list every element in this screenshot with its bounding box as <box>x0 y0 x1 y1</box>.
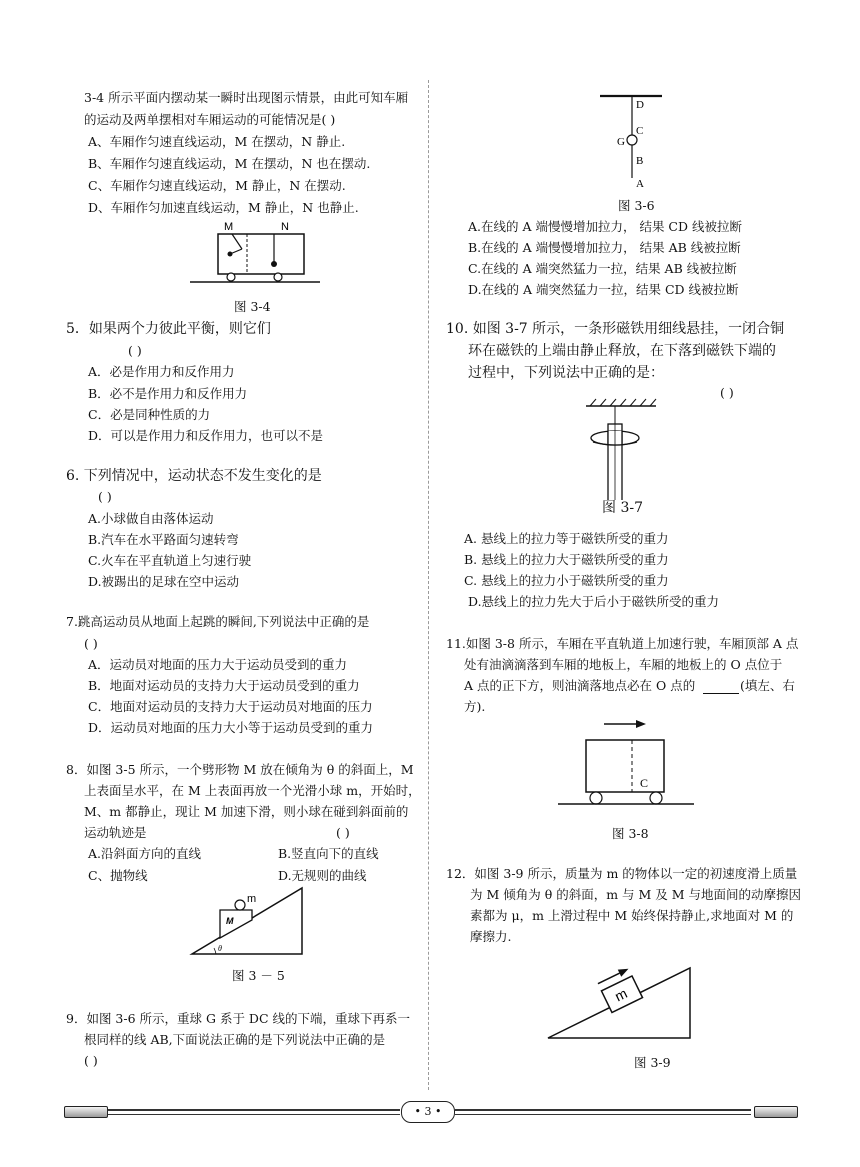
q11-stem-line3a: A 点的正下方，则油滴落地点必在 O 点的 <box>464 678 696 693</box>
footer-rule-left <box>108 1109 400 1111</box>
q6-stem: 6. 下列情况中，运动状态不发生变化的是 <box>66 468 322 484</box>
fig36-label-b: B <box>636 155 644 167</box>
q7-option-d: D．运动员对地面的压力大小等于运动员受到的重力 <box>88 720 374 735</box>
fig39-label-m: m <box>612 984 630 1005</box>
q11-stem-line3b: (填左、右 <box>740 678 795 693</box>
q8-option-d: D.无规则的曲线 <box>278 868 367 883</box>
q5-option-c: C．必是同种性质的力 <box>88 407 211 422</box>
page-number: • 3 • <box>401 1101 455 1123</box>
fig35-label-m: m <box>247 893 257 905</box>
q6-option-c: C.火车在平直轨道上匀速行驶 <box>88 553 252 568</box>
q10-stem-line3: 过程中，下列说法中正确的是： <box>468 365 664 381</box>
q7-option-c: C．地面对运动员的支持力大于运动员对地面的压力 <box>88 699 373 714</box>
fig36-label-d: D <box>636 99 644 111</box>
q8-stem-line1: 8．如图 3-5 所示，一个劈形物 M 放在倾角为 θ 的斜面上，M <box>66 762 414 777</box>
q9-stem-line1: 9．如图 3-6 所示，重球 G 系于 DC 线的下端，重球下再系一 <box>66 1011 410 1026</box>
q10-stem-line2: 环在磁铁的上端由静止释放，在下落到磁铁下端的 <box>468 343 776 359</box>
figure-3-8 <box>556 716 696 812</box>
q4-stem-line1: 3-4 所示平面内摆动某一瞬时出现图示情景，由此可知车厢 <box>84 90 409 105</box>
fig34-label-n: N <box>281 221 289 233</box>
figure-3-7 <box>584 398 664 510</box>
q8-stem-line3: M、m 都静止，现让 M 加速下滑，则小球在碰到斜面前的 <box>84 804 409 819</box>
fig34-label-m: M <box>224 221 234 233</box>
figure-3-5-caption: 图 3 － 5 <box>232 968 285 983</box>
q12-stem-line2: 为 M 倾角为 θ 的斜面，m 与 M 及 M 与地面间的动摩擦因 <box>470 887 802 902</box>
q10-option-b: B. 悬线上的拉力大于磁铁所受的重力 <box>464 552 669 567</box>
fig36-label-g: G <box>617 136 625 148</box>
figure-3-4-caption: 图 3-4 <box>234 299 271 314</box>
q11-answer-blank[interactable] <box>703 678 739 694</box>
q6-answer-paren: ( ) <box>98 489 112 504</box>
q8-stem-line4: 运动轨迹是 <box>84 825 147 840</box>
q5-answer-paren: ( ) <box>128 343 142 358</box>
q9-option-a: A.在线的 A 端慢慢增加拉力， 结果 CD 线被拉断 <box>468 219 742 234</box>
fig35-label-theta: θ <box>218 944 222 953</box>
q9-option-d: D.在线的 A 端突然猛力一拉，结果 CD 线被拉断 <box>468 282 739 297</box>
q7-stem: 7.跳高运动员从地面上起跳的瞬间,下列说法中正确的是 <box>66 614 370 629</box>
q8-stem-line2: 上表面呈水平，在 M 上表面再放一个光滑小球 m，开始时， <box>84 783 421 798</box>
q4-option-a: A、车厢作匀速直线运动，M 在摆动，N 静止. <box>88 134 346 149</box>
figure-3-6 <box>598 90 668 190</box>
q5-option-b: B．必不是作用力和反作用力 <box>88 386 248 401</box>
q7-answer-paren: ( ) <box>84 636 98 651</box>
fig35-label-M: M <box>226 916 234 926</box>
q8-option-a: A.沿斜面方向的直线 <box>88 846 202 861</box>
figure-3-5 <box>190 888 310 958</box>
footer-rule-left-thin <box>108 1114 400 1115</box>
q8-answer-paren: ( ) <box>336 825 350 840</box>
q4-option-b: B、车厢作匀速直线运动，M 在摆动，N 也在摆动. <box>88 156 371 171</box>
q5-option-d: D．可以是作用力和反作用力，也可以不是 <box>88 428 324 443</box>
fig38-label-c: C <box>640 776 649 790</box>
q6-option-a: A.小球做自由落体运动 <box>88 511 214 526</box>
q8-option-b: B.竖直向下的直线 <box>278 846 379 861</box>
q11-stem-line4: 方). <box>464 699 486 714</box>
q10-option-c: C. 悬线上的拉力小于磁铁所受的重力 <box>464 573 669 588</box>
q7-option-a: A．运动员对地面的压力大于运动员受到的重力 <box>88 657 348 672</box>
q12-stem-line4: 摩擦力. <box>470 929 512 944</box>
q6-option-d: D.被踢出的足球在空中运动 <box>88 574 240 589</box>
figure-3-9 <box>544 958 696 1042</box>
q11-stem-line1: 11.如图 3-8 所示，车厢在平直轨道上加速行驶，车厢顶部 A 点 <box>446 636 799 651</box>
figure-3-6-caption: 图 3-6 <box>618 198 655 213</box>
figure-3-4 <box>190 218 320 288</box>
q9-stem-line2: 根同样的线 AB,下面说法正确的是下列说法中正确的是 <box>84 1032 386 1047</box>
q10-answer-paren: ( ) <box>720 385 734 400</box>
footer-rule-right-thin <box>455 1114 751 1115</box>
q12-stem-line3: 素都为 μ，m 上滑过程中 M 始终保持静止,求地面对 M 的 <box>470 908 794 923</box>
figure-3-9-caption: 图 3-9 <box>634 1055 671 1070</box>
footer-left-bar <box>64 1106 108 1118</box>
column-divider <box>428 80 429 1090</box>
fig36-label-a: A <box>636 178 644 190</box>
q4-option-d: D、车厢作匀加速直线运动，M 静止，N 也静止. <box>88 200 359 215</box>
figure-3-7-caption: 图 3-7 <box>602 500 643 516</box>
q10-option-a: A. 悬线上的拉力等于磁铁所受的重力 <box>464 531 669 546</box>
q6-option-b: B.汽车在水平路面匀速转弯 <box>88 532 239 547</box>
q12-stem-line1: 12．如图 3-9 所示，质量为 m 的物体以一定的初速度滑上质量 <box>446 866 798 881</box>
footer-right-bar <box>754 1106 798 1118</box>
q4-option-c: C、车厢作匀速直线运动，M 静止，N 在摆动. <box>88 178 346 193</box>
q5-stem: 5．如果两个力彼此平衡，则它们 <box>66 321 271 337</box>
q11-stem-line2: 处有油滴滴落到车厢的地板上，车厢的地板上的 O 点位于 <box>464 657 783 672</box>
q9-option-b: B.在线的 A 端慢慢增加拉力， 结果 AB 线被拉断 <box>468 240 741 255</box>
footer-rule-right <box>455 1109 751 1111</box>
figure-3-8-caption: 图 3-8 <box>612 826 649 841</box>
q9-answer-paren: ( ) <box>84 1053 98 1068</box>
q10-option-d: D.悬线上的拉力先大于后小于磁铁所受的重力 <box>468 594 720 609</box>
q10-stem-line1: 10. 如图 3-7 所示，一条形磁铁用细线悬挂，一闭合铜 <box>446 321 785 337</box>
q8-option-c: C、抛物线 <box>88 868 148 883</box>
fig36-label-c: C <box>636 125 644 137</box>
q4-stem-line2: 的运动及两单摆相对车厢运动的可能情况是( ) <box>84 112 336 127</box>
q7-option-b: B．地面对运动员的支持力大于运动员受到的重力 <box>88 678 360 693</box>
q9-option-c: C.在线的 A 端突然猛力一拉，结果 AB 线被拉断 <box>468 261 737 276</box>
q5-option-a: A．必是作用力和反作用力 <box>88 364 235 379</box>
